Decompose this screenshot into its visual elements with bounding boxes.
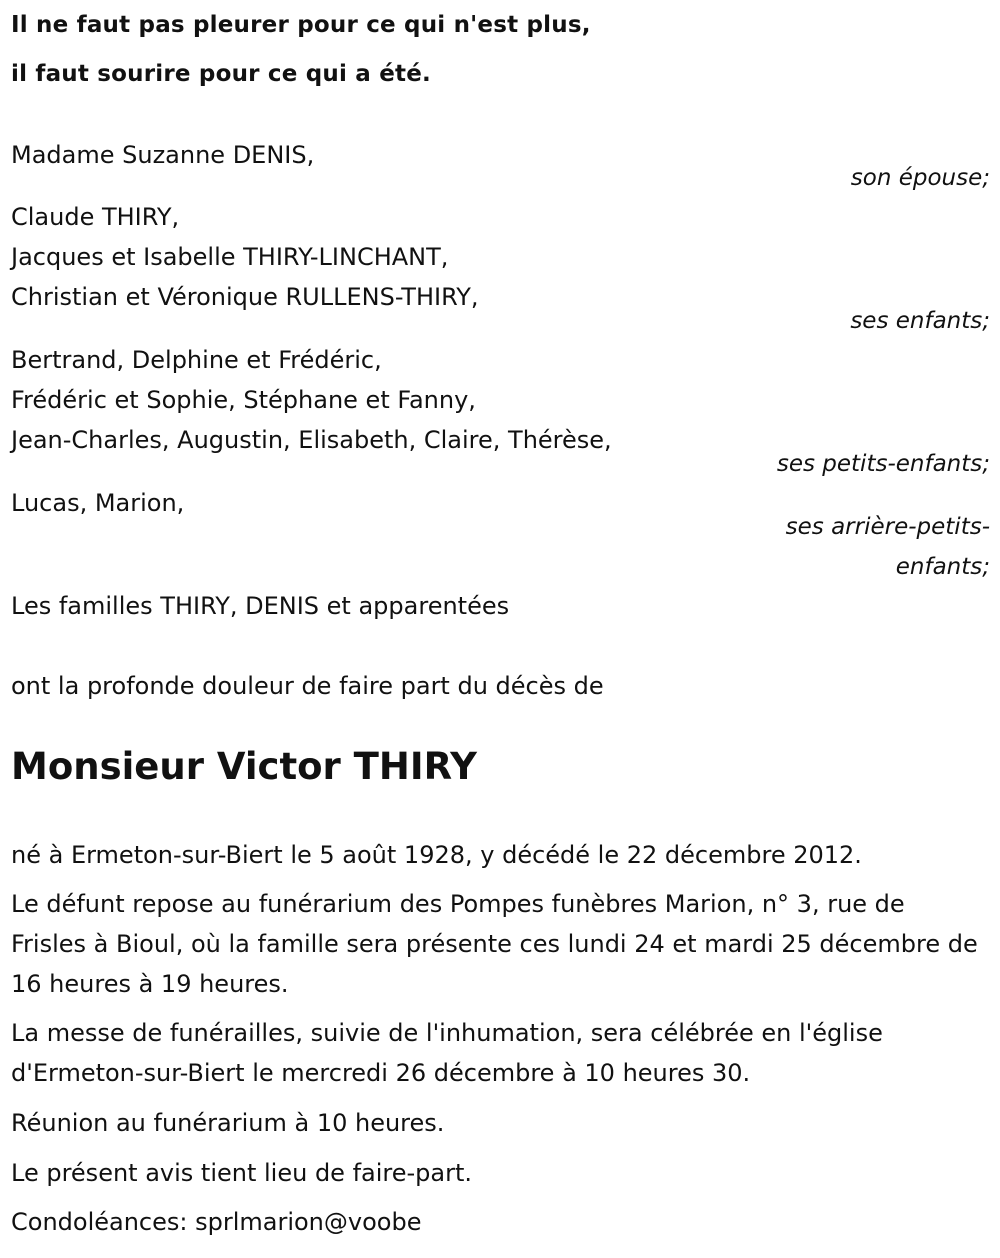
great-grandchildren-role-line-2: enfants; (895, 554, 990, 580)
families-line: Les familles THIRY, DENIS et apparentées (11, 592, 510, 620)
announcement: ont la profonde douleur de faire part du décès de (11, 672, 604, 700)
great-grandchildren: Lucas, Marion, (11, 489, 185, 517)
condolences-line: Condoléances: sprlmarion@voobe (11, 1208, 422, 1236)
child-2: Jacques et Isabelle THIRY-LINCHANT, (11, 243, 449, 271)
epigraph-line-1: Il ne faut pas pleurer pour ce qui n'est plus, (11, 12, 591, 38)
deceased-name: Monsieur Victor THIRY (11, 745, 477, 788)
notice-paragraph: Le présent avis tient lieu de faire-part. (11, 1159, 473, 1187)
funerarium-paragraph: Le défunt repose au funérarium des Pompes funèbres Marion, n° 3, rue de Frisles à Bioul, où la famille sera présente ces lundi 24 et mardi 25 décembre de 16 heures à 19 heures. (11, 890, 978, 998)
mass-paragraph: La messe de funérailles, suivie de l'inhumation, sera célébrée en l'église d'Ermeton-sur-Biert le mercredi 26 décembre à 10 heures 30. (11, 1019, 883, 1087)
grandchild-line-3: Jean-Charles, Augustin, Elisabeth, Claire, Thérèse, (11, 426, 612, 454)
birth-death-paragraph: né à Ermeton-sur-Biert le 5 août 1928, y décédé le 22 décembre 2012. (11, 841, 862, 869)
great-grandchildren-role-line-1: ses arrière-petits- (785, 514, 990, 540)
spouse-role: son épouse; (850, 165, 990, 191)
children-role: ses enfants; (850, 308, 990, 334)
grandchild-line-2: Frédéric et Sophie, Stéphane et Fanny, (11, 386, 476, 414)
epigraph-line-2: il faut sourire pour ce qui a été. (11, 61, 431, 87)
grandchildren-role: ses petits-enfants; (776, 451, 990, 477)
child-1: Claude THIRY, (11, 203, 180, 231)
grandchild-line-1: Bertrand, Delphine et Frédéric, (11, 346, 382, 374)
meeting-paragraph: Réunion au funérarium à 10 heures. (11, 1109, 445, 1137)
spouse-name: Madame Suzanne DENIS, (11, 141, 315, 169)
child-3: Christian et Véronique RULLENS-THIRY, (11, 283, 479, 311)
